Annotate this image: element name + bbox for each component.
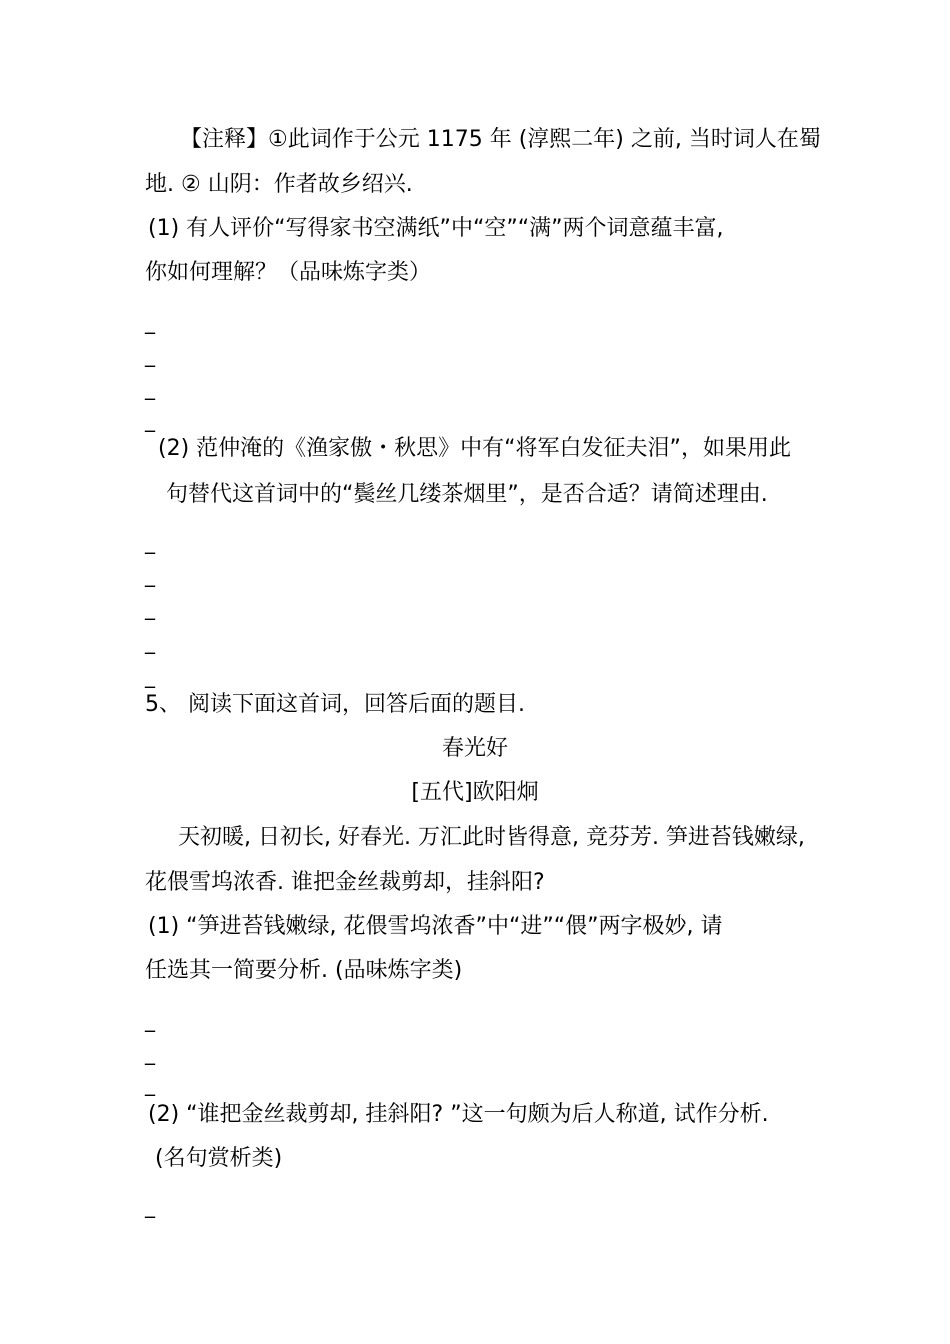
note-line-1: 【注释】①此词作于公元 1175 年 (淳熙二年) 之前, 当时词人在蜀 (180, 127, 821, 152)
question-4-2-line-1: (2) 范仲淹的《渔家傲・秋思》中有“将军白发征夫泪”，如果用此 (158, 436, 791, 461)
answer-blank[interactable]: _ (145, 1008, 155, 1032)
question-5-1-line-1: (1) “笋进苔钱嫩绿, 花偎雪坞浓香”中“进”“偎”两字极妙, 请 (148, 914, 723, 939)
answer-blank[interactable]: _ (145, 530, 155, 554)
question-5-1-line-2: 任选其一简要分析. (品味炼字类) (145, 958, 463, 983)
answer-blank[interactable]: _ (145, 596, 155, 620)
answer-blank[interactable]: _ (145, 1194, 155, 1218)
question-5-intro: 5、 阅读下面这首词，回答后面的题目. (145, 692, 525, 717)
question-5-2-line-1: (2) “谁把金丝裁剪却, 挂斜阳? ”这一句颇为后人称道, 试作分析. (148, 1102, 769, 1127)
question-4-2-line-2: 句替代这首词中的“鬓丝几缕茶烟里”，是否合适？请简述理由. (166, 482, 768, 507)
answer-blank[interactable]: _ (145, 1041, 155, 1065)
answer-blank[interactable]: _ (145, 310, 155, 334)
answer-blank[interactable]: _ (145, 630, 155, 654)
answer-blank[interactable]: _ (145, 376, 155, 400)
poem-title: 春光好 (441, 736, 508, 761)
answer-blank[interactable]: _ (145, 343, 155, 367)
poem-line-1: 天初暖, 日初长, 好春光. 万汇此时皆得意, 竞芬芳. 笋进苔钱嫩绿, (178, 825, 805, 850)
note-line-2: 地. ② 山阴：作者故乡绍兴. (145, 172, 413, 197)
poem-line-2: 花偎雪坞浓香. 谁把金丝裁剪却，挂斜阳? (145, 870, 545, 895)
answer-blank[interactable]: _ (145, 563, 155, 587)
question-4-1-line-2: 你如何理解？（品味炼字类） (145, 260, 432, 285)
poem-author: [五代]欧阳炯 (411, 780, 539, 805)
answer-blank[interactable]: _ (145, 1072, 155, 1096)
answer-blank[interactable]: _ (145, 664, 155, 688)
question-5-2-line-2: (名句赏析类) (155, 1146, 283, 1171)
answer-blank[interactable]: _ (145, 408, 155, 432)
question-4-1-line-1: (1) 有人评价“写得家书空满纸”中“空”“满”两个词意蕴丰富, (148, 216, 724, 241)
